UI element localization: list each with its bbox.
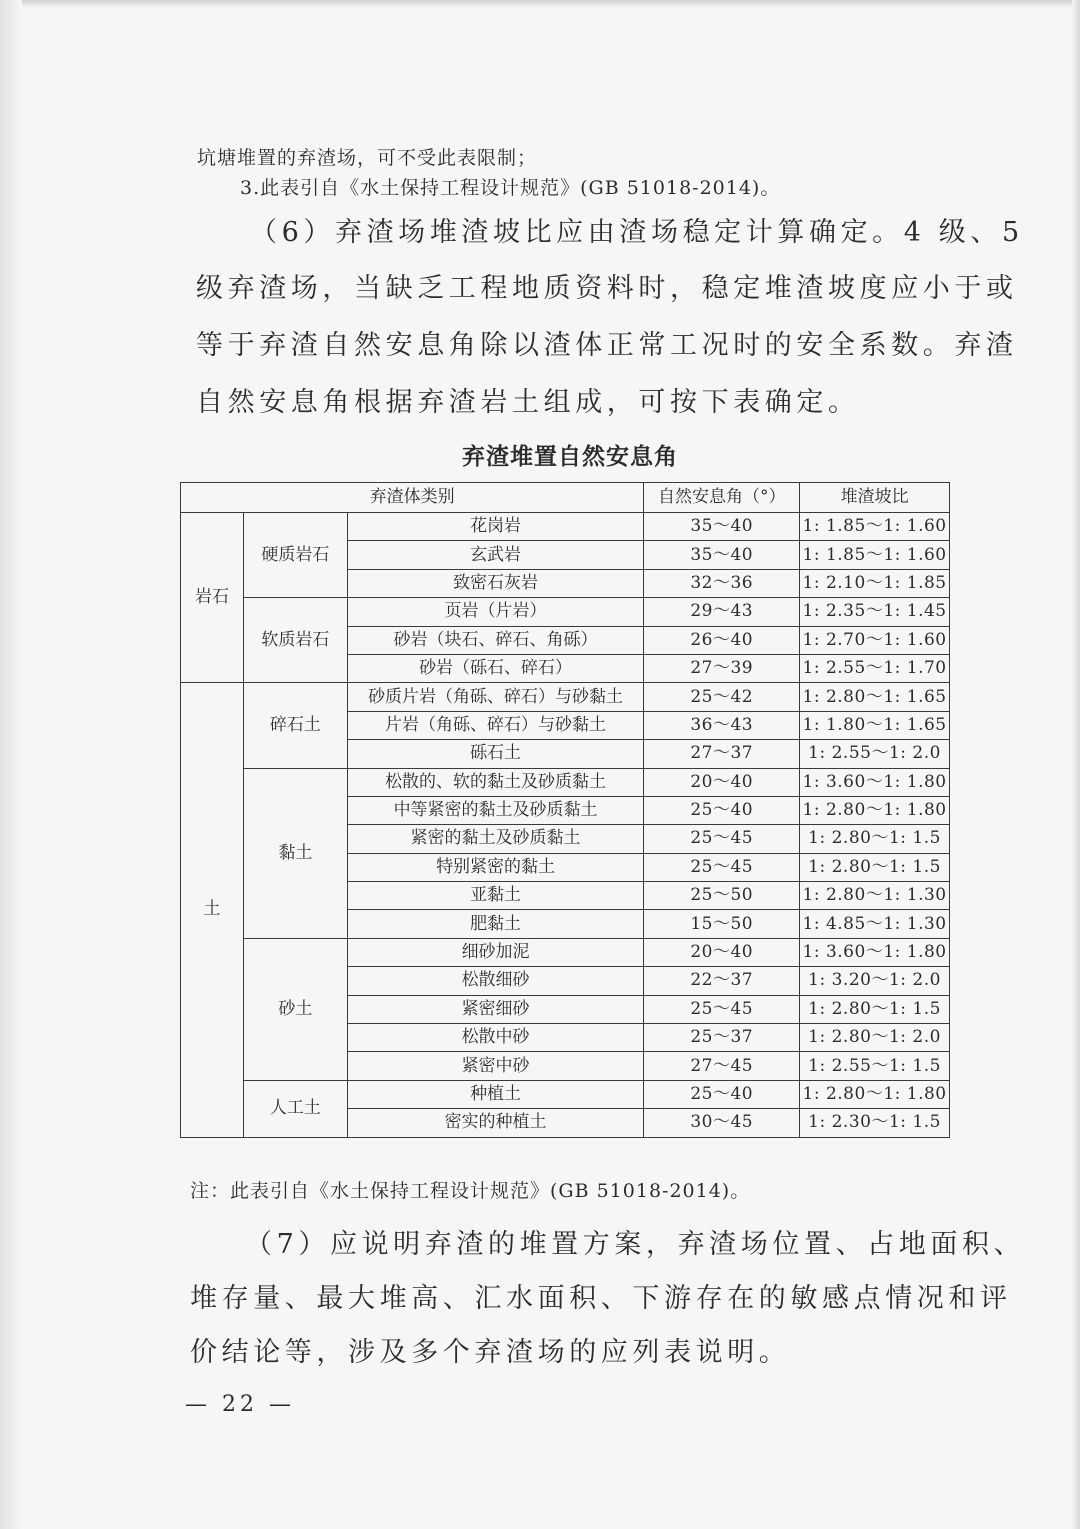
row-name: 亚黏土 [347,882,644,910]
row-name: 片岩（角砾、碎石）与砂黏土 [347,711,644,739]
row-slope: 1: 2.55～1: 1.70 [800,654,950,682]
para7-line-2: 堆存量、最大堆高、汇水面积、下游存在的敏感点情况和评 [190,1283,1012,1314]
page-number: — 22 — [185,1392,295,1417]
row-angle: 35～40 [644,541,800,569]
row-slope: 1: 2.80～1: 1.80 [800,796,950,824]
row-slope: 1: 2.80～1: 1.5 [800,825,950,853]
row-angle: 36～43 [644,711,800,739]
row-slope: 1: 1.80～1: 1.65 [800,711,950,739]
header-angle: 自然安息角（°） [644,483,800,513]
row-slope: 1: 2.70～1: 1.60 [800,626,950,654]
row-name: 密实的种植土 [347,1109,644,1137]
row-angle: 26～40 [644,626,800,654]
row-name: 页岩（片岩） [347,598,644,626]
row-angle: 25～45 [644,825,800,853]
row-angle: 25～45 [644,995,800,1023]
page-edge-left [0,0,22,1529]
subgroup-soft-rock: 软质岩石 [243,598,347,683]
row-slope: 1: 1.85～1: 1.60 [800,541,950,569]
row-slope: 1: 2.55～1: 2.0 [800,740,950,768]
row-slope: 1: 2.35～1: 1.45 [800,598,950,626]
table-row [181,938,950,966]
row-slope: 1: 4.85～1: 1.30 [800,910,950,938]
row-name: 松散中砂 [347,1024,644,1052]
row-name: 紧密的黏土及砂质黏土 [347,825,644,853]
para6-line-3: 等于弃渣自然安息角除以渣体正常工况时的安全系数。弃渣 [196,330,1018,361]
row-name: 致密石灰岩 [347,569,644,597]
repose-angle-table [180,482,950,1138]
row-angle: 32～36 [644,569,800,597]
row-angle: 25～40 [644,1080,800,1108]
row-slope: 1: 2.80～1: 1.65 [800,683,950,711]
subgroup-sand: 砂土 [243,938,347,1080]
row-angle: 22～37 [644,967,800,995]
subgroup-gravel-soil: 碎石土 [243,683,347,768]
row-name: 种植土 [347,1080,644,1108]
row-name: 紧密中砂 [347,1052,644,1080]
row-angle: 25～45 [644,853,800,881]
row-slope: 1: 2.80～1: 1.5 [800,853,950,881]
row-angle: 30～45 [644,1109,800,1137]
header-slope: 堆渣坡比 [800,483,950,513]
table-header-row [181,483,950,513]
para6-line-2: 级弃渣场，当缺乏工程地质资料时，稳定堆渣坡度应小于或 [196,273,1018,304]
row-name: 细砂加泥 [347,938,644,966]
row-angle: 29～43 [644,598,800,626]
table-row [181,1080,950,1108]
table-row [181,768,950,796]
table-row [181,513,950,541]
page-edge-right [1072,0,1080,1529]
subgroup-clay: 黏土 [243,768,347,938]
row-name: 花岗岩 [347,513,644,541]
row-slope: 1: 2.80～1: 1.30 [800,882,950,910]
row-angle: 27～37 [644,740,800,768]
row-angle: 25～37 [644,1024,800,1052]
row-angle: 15～50 [644,910,800,938]
row-angle: 20～40 [644,768,800,796]
row-name: 玄武岩 [347,541,644,569]
para6-line-4: 自然安息角根据弃渣岩土组成，可按下表确定。 [196,387,860,418]
row-name: 砂质片岩（角砾、碎石）与砂黏土 [347,683,644,711]
row-slope: 1: 2.55～1: 1.5 [800,1052,950,1080]
row-name: 松散的、软的黏土及砂质黏土 [347,768,644,796]
row-name: 特别紧密的黏土 [347,853,644,881]
table-row [181,683,950,711]
row-slope: 1: 3.20～1: 2.0 [800,967,950,995]
row-angle: 25～40 [644,796,800,824]
group-soil: 土 [181,683,244,1137]
row-name: 松散细砂 [347,967,644,995]
top-note-line-1: 坑塘堆置的弃渣场，可不受此表限制； [197,147,538,169]
para6-line-1: （6）弃渣场堆渣坡比应由渣场稳定计算确定。4 级、5 [250,217,1024,248]
row-name: 砂岩（砾石、碎石） [347,654,644,682]
row-angle: 27～45 [644,1052,800,1080]
para7-line-3: 价结论等，涉及多个弃渣场的应列表说明。 [190,1337,791,1368]
row-slope: 1: 3.60～1: 1.80 [800,768,950,796]
table-note: 注：此表引自《水土保持工程设计规范》(GB 51018-2014)。 [190,1180,751,1202]
row-slope: 1: 2.80～1: 1.80 [800,1080,950,1108]
row-slope: 1: 2.80～1: 2.0 [800,1024,950,1052]
row-slope: 1: 3.60～1: 1.80 [800,938,950,966]
subgroup-hard-rock: 硬质岩石 [243,513,347,598]
group-rock: 岩石 [181,513,244,683]
row-angle: 27～39 [644,654,800,682]
row-name: 砂岩（块石、碎石、角砾） [347,626,644,654]
row-name: 中等紧密的黏土及砂质黏土 [347,796,644,824]
top-note-line-2: 3.此表引自《水土保持工程设计规范》(GB 51018-2014)。 [240,177,781,199]
row-name: 紧密细砂 [347,995,644,1023]
row-slope: 1: 2.10～1: 1.85 [800,569,950,597]
row-angle: 20～40 [644,938,800,966]
row-slope: 1: 2.80～1: 1.5 [800,995,950,1023]
table-row [181,598,950,626]
row-slope: 1: 2.30～1: 1.5 [800,1109,950,1137]
row-slope: 1: 1.85～1: 1.60 [800,513,950,541]
row-angle: 25～50 [644,882,800,910]
table-title: 弃渣堆置自然安息角 [462,444,678,470]
para7-line-1: （7）应说明弃渣的堆置方案，弃渣场位置、占地面积、 [245,1229,1026,1260]
row-angle: 25～42 [644,683,800,711]
row-angle: 35～40 [644,513,800,541]
row-name: 砾石土 [347,740,644,768]
page-edge [0,0,1080,8]
subgroup-artificial-soil: 人工土 [243,1080,347,1137]
row-name: 肥黏土 [347,910,644,938]
header-category: 弃渣体类别 [181,483,644,513]
